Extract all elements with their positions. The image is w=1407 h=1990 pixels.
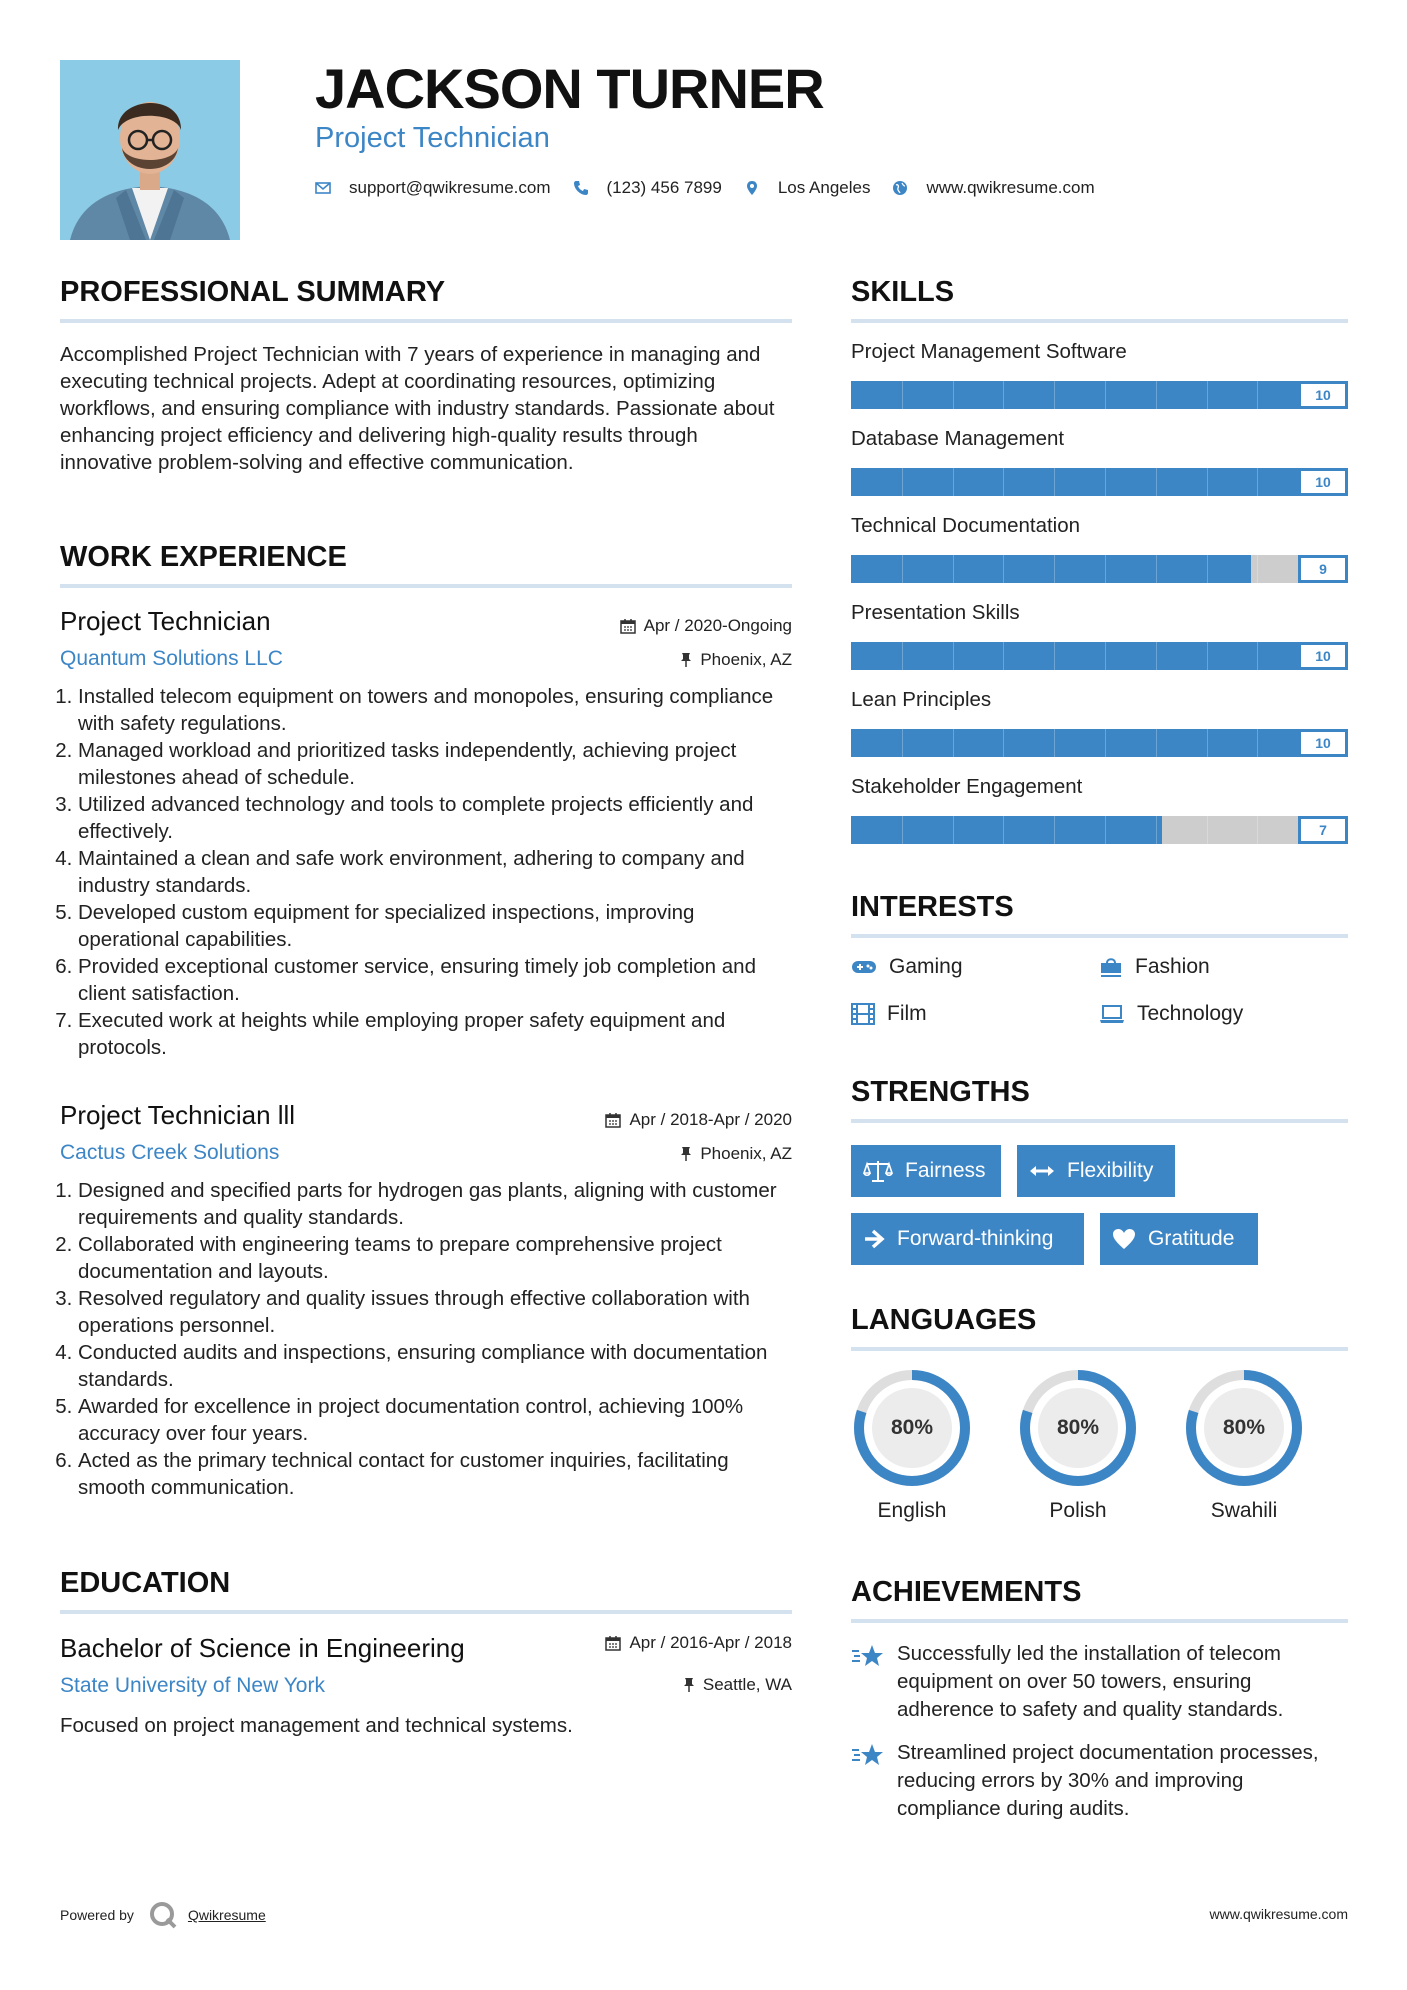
section-divider xyxy=(851,319,1348,323)
education-dates-text: Apr / 2016-Apr / 2018 xyxy=(629,1633,792,1652)
duty-item: 7. Executed work at heights while employing proper safety equipment and protocols. xyxy=(78,1007,792,1061)
footer-website[interactable]: www.qwikresume.com xyxy=(1209,1906,1348,1922)
skill-bar-segment xyxy=(953,816,954,844)
language-percent: 80% xyxy=(890,1416,934,1439)
job-company: Cactus Creek Solutions xyxy=(60,1141,280,1164)
skill-level-badge: 10 xyxy=(1298,468,1348,496)
skill-item xyxy=(851,340,1348,403)
skill-bar-segment xyxy=(1003,642,1004,670)
shopping-bag-icon xyxy=(1099,956,1123,978)
summary-section xyxy=(60,276,792,476)
skill-level-badge: 10 xyxy=(1298,381,1348,409)
contact-email[interactable]: support@qwikresume.com xyxy=(349,178,551,197)
skill-bar-segment xyxy=(1257,816,1258,844)
skill-bar-segment xyxy=(1207,816,1208,844)
skill-name: Presentation Skills xyxy=(851,601,1020,624)
skill-bar-segment xyxy=(1003,816,1004,844)
job-dates-text: Apr / 2018-Apr / 2020 xyxy=(629,1110,792,1129)
language-name: Swahili xyxy=(1210,1499,1278,1522)
language-name: Polish xyxy=(1049,1499,1107,1522)
interests-heading-block xyxy=(851,891,1348,938)
skill-bar-segment xyxy=(1054,468,1055,496)
education-heading: EDUCATION xyxy=(60,1567,231,1599)
interest-label: Technology xyxy=(1137,1002,1244,1025)
section-divider xyxy=(851,1619,1348,1623)
duty-item: 6. Provided exceptional customer service, ensuring timely job completion and client satisfaction. xyxy=(78,953,792,1007)
language-percent: 80% xyxy=(1056,1416,1100,1439)
skill-bar-segment xyxy=(953,555,954,583)
skill-bar-segment xyxy=(1003,468,1004,496)
balance-scale-icon xyxy=(863,1159,893,1183)
section-divider xyxy=(60,584,792,588)
skill-bar xyxy=(851,816,1348,844)
skill-name: Lean Principles xyxy=(851,688,992,711)
degree-title: Bachelor of Science in Engineering xyxy=(60,1633,465,1663)
strength-fairness xyxy=(851,1145,1001,1197)
interest-label: Film xyxy=(887,1002,927,1025)
education-entry xyxy=(60,1633,792,1739)
skill-bar-segment xyxy=(902,642,903,670)
strength-flexibility xyxy=(1017,1145,1175,1197)
shooting-star-icon xyxy=(851,1642,885,1670)
calendar-icon xyxy=(605,1635,621,1651)
education-dates xyxy=(605,1633,792,1653)
duty-item: 1. Designed and specified parts for hydrogen gas plants, aligning with customer requirements and quality standards. xyxy=(78,1177,792,1231)
interest-label: Gaming xyxy=(889,955,963,978)
skill-bar-segment xyxy=(1054,816,1055,844)
profile-photo xyxy=(60,60,240,240)
achievement-item xyxy=(851,1739,1348,1823)
skill-bar-segment xyxy=(1207,642,1208,670)
globe-icon xyxy=(892,180,908,196)
language-ring xyxy=(1183,1367,1305,1489)
section-divider xyxy=(851,1119,1348,1123)
laptop-icon xyxy=(1099,1004,1125,1024)
skill-bar-fill xyxy=(851,555,1251,583)
contact-website[interactable]: www.qwikresume.com xyxy=(926,178,1095,197)
skill-bar xyxy=(851,729,1348,757)
envelope-icon xyxy=(315,180,331,196)
skill-bar-segment xyxy=(1257,555,1258,583)
strengths-heading: STRENGTHS xyxy=(851,1076,1030,1108)
job-location xyxy=(680,1144,792,1164)
duty-item: 4. Conducted audits and inspections, ensuring compliance with documentation standards. xyxy=(78,1339,792,1393)
map-pin-icon xyxy=(744,180,760,196)
skill-bar-segment xyxy=(1257,468,1258,496)
skill-bar-segment xyxy=(1156,729,1157,757)
skill-level-badge: 9 xyxy=(1298,555,1348,583)
skill-bar-segment xyxy=(1156,468,1157,496)
pushpin-icon xyxy=(680,652,692,668)
calendar-icon xyxy=(605,1112,621,1128)
skill-bar-segment xyxy=(1054,555,1055,583)
duty-item: 5. Developed custom equipment for specialized inspections, improving operational capabilities. xyxy=(78,899,792,953)
summary-heading: PROFESSIONAL SUMMARY xyxy=(60,276,446,308)
skill-name: Project Management Software xyxy=(851,340,1127,363)
footer-powered-by xyxy=(60,1900,266,1930)
job-entry-1 xyxy=(60,606,792,1061)
skill-bar-segment xyxy=(1105,555,1106,583)
contact-location: Los Angeles xyxy=(777,178,871,197)
section-divider xyxy=(60,1610,792,1614)
job-location-text: Phoenix, AZ xyxy=(700,1144,792,1163)
section-divider xyxy=(851,1347,1348,1351)
job-duties xyxy=(60,1177,792,1501)
skill-bar-segment xyxy=(953,729,954,757)
duty-item: 2. Managed workload and prioritized tasks independently, achieving project milestones ahead of schedule. xyxy=(78,737,792,791)
job-dates-text: Apr / 2020-Ongoing xyxy=(643,616,792,635)
brand-link[interactable]: Qwikresume xyxy=(187,1907,266,1923)
language-percent: 80% xyxy=(1222,1416,1266,1439)
candidate-name: JACKSON TURNER xyxy=(315,57,824,120)
arrows-horizontal-icon xyxy=(1029,1164,1055,1178)
skill-bar-segment xyxy=(1257,381,1258,409)
skill-bar-segment xyxy=(1156,642,1157,670)
education-heading-block xyxy=(60,1567,792,1614)
pushpin-icon xyxy=(683,1677,695,1693)
interest-technology xyxy=(1099,1002,1243,1026)
skills-heading-block xyxy=(851,276,1348,323)
job-title: Project Technician xyxy=(60,606,271,636)
achievement-text: Successfully led the installation of telecom equipment on over 50 towers, ensuring adherence to safety and quality standards. xyxy=(897,1642,1284,1721)
strength-label: Gratitude xyxy=(1148,1227,1235,1250)
skill-bar-segment xyxy=(1156,555,1157,583)
duty-item: 3. Utilized advanced technology and tools to complete projects efficiently and effectively. xyxy=(78,791,792,845)
duty-item: 4. Maintained a clean and safe work environment, adhering to company and industry standards. xyxy=(78,845,792,899)
skill-bar-fill xyxy=(851,816,1162,844)
skill-bar-segment xyxy=(902,816,903,844)
duty-item: 5. Awarded for excellence in project documentation control, achieving 100% accuracy over four years. xyxy=(78,1393,792,1447)
heart-icon xyxy=(1112,1228,1136,1250)
pushpin-icon xyxy=(680,1146,692,1162)
contact-bar xyxy=(315,178,1117,198)
skill-bar-segment xyxy=(1156,381,1157,409)
skill-bar xyxy=(851,381,1348,409)
skill-bar-segment xyxy=(953,468,954,496)
job-location-text: Phoenix, AZ xyxy=(700,650,792,669)
skill-bar-segment xyxy=(902,729,903,757)
experience-heading: WORK EXPERIENCE xyxy=(60,541,347,573)
achievement-text: Streamlined project documentation processes, reducing errors by 30% and improving compliance during audits. xyxy=(897,1741,1319,1820)
contact-phone[interactable]: (123) 456 7899 xyxy=(606,178,722,197)
skill-bar-segment xyxy=(953,381,954,409)
duty-item: 6. Acted as the primary technical contact for customer inquiries, facilitating smooth communication. xyxy=(78,1447,792,1501)
skill-bar xyxy=(851,555,1348,583)
arrow-right-icon xyxy=(863,1229,885,1249)
skill-bar-segment xyxy=(1105,816,1106,844)
skill-bar-segment xyxy=(1156,816,1157,844)
job-company: Quantum Solutions LLC xyxy=(60,647,283,670)
skill-bar-segment xyxy=(1054,381,1055,409)
language-item xyxy=(1017,1367,1139,1523)
calendar-icon xyxy=(620,618,636,634)
job-location xyxy=(680,650,792,670)
section-divider xyxy=(60,319,792,323)
skill-bar-segment xyxy=(1054,642,1055,670)
summary-text: Accomplished Project Technician with 7 years of experience in managing and executing technical projects. Adept at coordinating resources, optimizing workflows, and ensuring compliance with industry standards. Passionate about enhancing project efficiency and delivering high-quality results through innovative problem-solving and effective communication. xyxy=(60,343,775,474)
skill-item xyxy=(851,601,1348,664)
achievements-heading-block xyxy=(851,1576,1348,1623)
skill-name: Database Management xyxy=(851,427,1065,450)
interest-gaming xyxy=(851,955,963,979)
language-ring xyxy=(1017,1367,1139,1489)
skill-bar xyxy=(851,468,1348,496)
skill-name: Stakeholder Engagement xyxy=(851,775,1083,798)
skill-bar-segment xyxy=(1105,642,1106,670)
qwikresume-logo-icon xyxy=(148,1900,178,1930)
interest-film xyxy=(851,1002,927,1026)
skill-bar-segment xyxy=(1003,381,1004,409)
powered-by-label: Powered by xyxy=(60,1907,134,1923)
language-name: English xyxy=(877,1499,947,1522)
gamepad-icon xyxy=(851,959,877,975)
skill-level-badge: 10 xyxy=(1298,642,1348,670)
language-ring xyxy=(851,1367,973,1489)
skill-item xyxy=(851,688,1348,751)
languages-heading: LANGUAGES xyxy=(851,1304,1037,1336)
skill-bar-segment xyxy=(953,642,954,670)
strength-gratitude xyxy=(1100,1213,1258,1265)
skill-bar-segment xyxy=(1105,381,1106,409)
school-name: State University of New York xyxy=(60,1674,325,1697)
skill-bar-segment xyxy=(1207,555,1208,583)
skill-item xyxy=(851,514,1348,577)
skill-item xyxy=(851,427,1348,490)
skill-bar-segment xyxy=(902,468,903,496)
skill-bar-fill xyxy=(851,381,1348,409)
skills-heading: SKILLS xyxy=(851,276,955,308)
job-dates xyxy=(605,1110,792,1130)
interests-heading: INTERESTS xyxy=(851,891,1014,923)
strength-forward-thinking xyxy=(851,1213,1084,1265)
skill-bar-segment xyxy=(1105,729,1106,757)
skill-bar-segment xyxy=(1003,729,1004,757)
job-duties xyxy=(60,683,792,1061)
strength-label: Flexibility xyxy=(1067,1159,1154,1182)
experience-heading-block xyxy=(60,541,792,588)
education-location-text: Seattle, WA xyxy=(702,1675,792,1694)
duty-item: 3. Resolved regulatory and quality issues through effective collaboration with operations personnel. xyxy=(78,1285,792,1339)
education-description: Focused on project management and technical systems. xyxy=(60,1714,573,1737)
skill-bar-segment xyxy=(1257,642,1258,670)
duty-item: 2. Collaborated with engineering teams to prepare comprehensive project documentation and layouts. xyxy=(78,1231,792,1285)
skill-bar-segment xyxy=(902,381,903,409)
skill-bar-segment xyxy=(1207,381,1208,409)
job-title: Project Technician lll xyxy=(60,1100,296,1130)
phone-icon xyxy=(573,180,589,196)
skill-bar-segment xyxy=(902,555,903,583)
skill-level-badge: 10 xyxy=(1298,729,1348,757)
achievement-item xyxy=(851,1640,1348,1724)
skill-bar-segment xyxy=(1054,729,1055,757)
education-location xyxy=(683,1675,792,1695)
skill-name: Technical Documentation xyxy=(851,514,1081,537)
achievements-heading: ACHIEVEMENTS xyxy=(851,1576,1082,1608)
section-divider xyxy=(851,934,1348,938)
skill-bar-segment xyxy=(1207,729,1208,757)
candidate-role: Project Technician xyxy=(315,122,550,154)
strength-label: Forward-thinking xyxy=(897,1227,1054,1250)
languages-heading-block xyxy=(851,1304,1348,1351)
skill-bar-segment xyxy=(1105,468,1106,496)
skill-bar-fill xyxy=(851,642,1348,670)
skill-level-badge: 7 xyxy=(1298,816,1348,844)
language-item xyxy=(851,1367,973,1523)
skill-bar-fill xyxy=(851,729,1348,757)
skill-bar-segment xyxy=(1003,555,1004,583)
skill-bar xyxy=(851,642,1348,670)
job-dates xyxy=(620,616,792,636)
interest-label: Fashion xyxy=(1135,955,1210,978)
job-entry-2 xyxy=(60,1100,792,1501)
skill-bar-segment xyxy=(1207,468,1208,496)
language-item xyxy=(1183,1367,1305,1523)
film-icon xyxy=(851,1003,875,1025)
duty-item: 1. Installed telecom equipment on towers and monopoles, ensuring compliance with safety regulations. xyxy=(78,683,792,737)
strengths-heading-block xyxy=(851,1076,1348,1123)
strength-label: Fairness xyxy=(905,1159,986,1182)
skill-bar-segment xyxy=(1257,729,1258,757)
skill-bar-fill xyxy=(851,468,1348,496)
skill-item xyxy=(851,775,1348,838)
interest-fashion xyxy=(1099,955,1210,979)
shooting-star-icon xyxy=(851,1741,885,1769)
